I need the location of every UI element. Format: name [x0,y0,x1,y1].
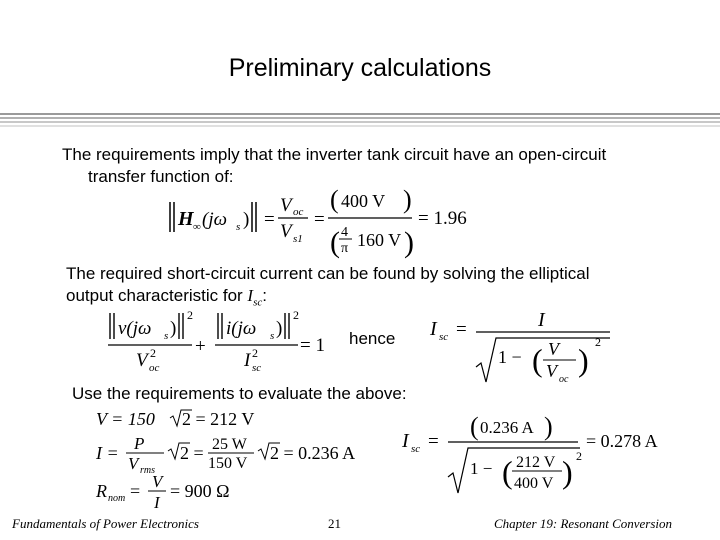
var-isc-sub: sc [253,296,263,309]
eq-text: ( [330,226,340,259]
eq-text: 150 V [208,455,248,472]
eq-text: I [154,493,160,512]
eq-text: nom [108,493,126,504]
title-rule [0,113,720,127]
eq-text: = [130,481,141,501]
eq-text: (jω [202,209,228,230]
transfer-function-equation [160,180,490,260]
eq-text: ( [532,342,543,378]
eq-text: 2 [293,308,299,322]
eq-text: = 1.96 [418,208,467,229]
paragraph-text: : [262,286,267,305]
slide-title: Preliminary calculations [228,54,492,82]
eq-text: s1 [293,233,303,245]
eq-text: s [164,330,169,342]
eq-text: = [456,319,467,340]
eq-text: + [195,336,206,357]
eq-text: v(jω [118,318,152,339]
eq-text: 160 V [357,230,402,250]
eq-text: rms [140,465,156,476]
eq-text: ( [330,185,339,214]
eq-text: oc [149,362,160,374]
hence-label: hence [349,329,396,348]
values-equations [92,405,382,523]
eq-text: P [134,434,145,453]
eq-text: I [538,309,545,331]
ellipse-equation [100,305,340,377]
eq-text: V [548,339,559,359]
eq-text: V [128,454,139,473]
eq-text: = 900 Ω [170,481,230,501]
eq-text: 4 [341,225,348,240]
eq-text: ) [578,342,589,378]
footer-chapter: Chapter 19: Resonant Conversion [494,516,673,531]
eq-text: 1 − [470,459,493,478]
eq-text: H [178,208,194,230]
eq-text: V [546,361,557,381]
eq-text: 2 [252,346,258,360]
eq-text: oc [293,206,304,218]
eq-text: 2 [576,449,582,463]
eq-text: ) [544,412,553,441]
paragraph-line: transfer function of: [88,167,234,186]
eq-text: 2 [150,346,156,360]
isc-value-equation [398,405,698,497]
eq-text: 212 V [516,454,556,471]
eq-text: I [244,350,251,371]
eq-text: I [402,430,409,452]
eq-text: I [430,318,437,340]
eq-text: sc [252,362,262,374]
footer-page-number: 21 [328,516,341,531]
eq-text: = [314,209,325,230]
eq-text: ) [243,209,250,230]
eq-text: V [136,350,148,371]
eq-text: 1 − [498,347,522,367]
eq-text: 25 W [212,436,247,453]
eq-text: = 1 [300,335,325,356]
eq-text: V [152,472,163,491]
eq-text: V = 150 [96,409,155,429]
eq-text: ) [403,185,412,214]
eq-text: ) [562,454,573,490]
eq-text: sc [439,331,449,343]
eq-text: ) [276,318,283,339]
paragraph-evaluate: Use the requirements to evaluate the above: [72,384,407,403]
eq-text: = [264,209,275,230]
eq-text: 400 V [341,191,386,211]
eq-text: 2 = [180,443,204,463]
paragraph-text: output characteristic for [66,286,248,305]
eq-text: 2 = 212 V [182,409,255,429]
eq-text: 400 V [514,475,554,492]
eq-text: oc [559,374,569,385]
footer-book-title: Fundamentals of Power Electronics [12,516,199,531]
eq-text: 0.236 A [480,418,534,437]
eq-text: V [280,195,292,216]
eq-text: ( [502,454,513,490]
eq-text: 2 [187,308,193,322]
var-isc: I [247,286,254,305]
eq-text: 2 = 0.236 A [270,443,356,463]
eq-text: R [96,481,107,501]
eq-text: ) [404,226,414,259]
eq-text: V [280,221,292,242]
eq-text: I = [96,443,119,463]
eq-text: π [341,241,349,256]
isc-formula-equation [428,305,618,387]
eq-text: i(jω [226,318,257,339]
eq-text: ∞ [193,221,201,233]
eq-text: 2 [595,335,601,349]
eq-text: ) [170,318,177,339]
eq-text: = 0.278 A [586,431,658,451]
paragraph-line: The requirements imply that the inverter tank circuit have an open-circuit [62,145,607,164]
eq-text: s [270,330,275,342]
paragraph-line: The required short-circuit current can be found by solving the elliptical [66,264,590,283]
eq-text: s [236,221,241,233]
eq-text: ( [470,412,479,441]
eq-text: sc [411,443,421,455]
eq-text: = [428,431,439,452]
